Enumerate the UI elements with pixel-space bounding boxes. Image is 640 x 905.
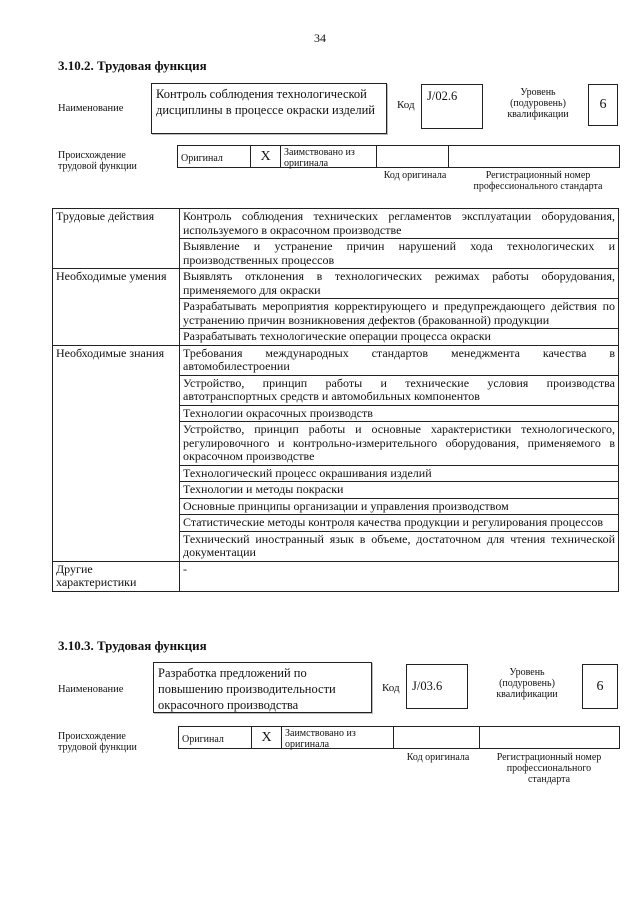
table-cell: Технический иностранный язык в объеме, достаточном для чтения технической документации [180, 531, 619, 561]
name-label: Наименование [58, 684, 124, 695]
table-cell: Устройство, принцип работы и основные характеристики технологического, регулировочного и контрольно-измерительного оборудования, применяемого в окрасочном производстве [180, 422, 619, 466]
level-box: 6 [582, 664, 618, 709]
table-cell: Контроль соблюдения технических регламентов эксплуатации оборудования, используемого в окрасочном производстве [180, 209, 619, 239]
table-cell: Выявлять отклонения в технологических режимах работы оборудования, применяемого для окраски [180, 269, 619, 299]
table-cell: - [180, 561, 619, 591]
table-row [53, 561, 619, 591]
function-name-box: Разработка предложений по повышению производительности окрасочного производства [153, 662, 372, 713]
table-row [53, 345, 619, 375]
table-cell: Разрабатывать мероприятия корректирующего и предупреждающего действия по устранению причин возникновения дефектов (бракованной) продукции [180, 299, 619, 329]
section-title: 3.10.2. Трудовая функция [58, 58, 207, 73]
borrowed-cell: Заимствовано из оригинала [282, 727, 394, 748]
table-cell: Статистические методы контроля качества продукции и регулирования процессов [180, 515, 619, 532]
function-name-box: Контроль соблюдения технологической дисциплины в процессе окраски изделий [151, 83, 387, 134]
original-cell: Оригинал [179, 727, 252, 748]
table-cell: Основные принципы организации и управления производством [180, 498, 619, 515]
origin-label: Происхождение трудовой функции [58, 731, 137, 753]
origin-label: Происхождение трудовой функции [58, 150, 137, 172]
table-cell: Разрабатывать технологические операции процесса окраски [180, 329, 619, 346]
origin-row [177, 145, 620, 168]
table-cell: Технологии и методы покраски [180, 482, 619, 499]
table-cell: Требования международных стандартов менеджмента качества в автомобилестроении [180, 345, 619, 375]
table-row [53, 209, 619, 239]
name-label: Наименование [58, 103, 124, 114]
table-cell: Устройство, принцип работы и технические условия производства автотранспортных средств и автомобильных компонентов [180, 375, 619, 405]
origin-row [178, 726, 620, 749]
original-mark: X [252, 727, 282, 748]
table-cell: Технологический процесс окрашивания изделий [180, 465, 619, 482]
code-original-label: Код оригинала [383, 170, 447, 181]
row-header: Трудовые действия [53, 209, 180, 269]
level-label: Уровень (подуровень) квалификации [496, 667, 558, 700]
section-title: 3.10.3. Трудовая функция [58, 638, 207, 653]
row-header: Необходимые умения [53, 269, 180, 346]
reg-number-label: Регистрационный номер профессионального стандарта [473, 170, 603, 192]
code-box: J/02.6 [421, 84, 483, 129]
code-original-cell [394, 727, 480, 748]
original-cell: Оригинал [178, 146, 251, 167]
code-label: Код [382, 682, 400, 694]
function-table [52, 208, 619, 592]
table-cell: Выявление и устранение причин нарушений хода технологических и производственных процессов [180, 239, 619, 269]
code-label: Код [397, 99, 415, 111]
table-cell: Технологии окрасочных производств [180, 405, 619, 422]
row-header: Другие характеристики [53, 561, 180, 591]
borrowed-cell: Заимствовано из оригинала [281, 146, 377, 167]
reg-number-cell [480, 727, 619, 748]
reg-number-label: Регистрационный номер профессионального стандарта [496, 752, 602, 785]
level-box: 6 [588, 84, 618, 126]
original-mark: X [251, 146, 281, 167]
level-label: Уровень (подуровень) квалификации [507, 87, 569, 120]
row-header: Необходимые знания [53, 345, 180, 561]
table-row [53, 269, 619, 299]
code-original-cell [377, 146, 449, 167]
code-original-label: Код оригинала [406, 752, 470, 763]
reg-number-cell [449, 146, 619, 167]
page-number: 34 [314, 31, 326, 45]
code-box: J/03.6 [406, 664, 468, 709]
